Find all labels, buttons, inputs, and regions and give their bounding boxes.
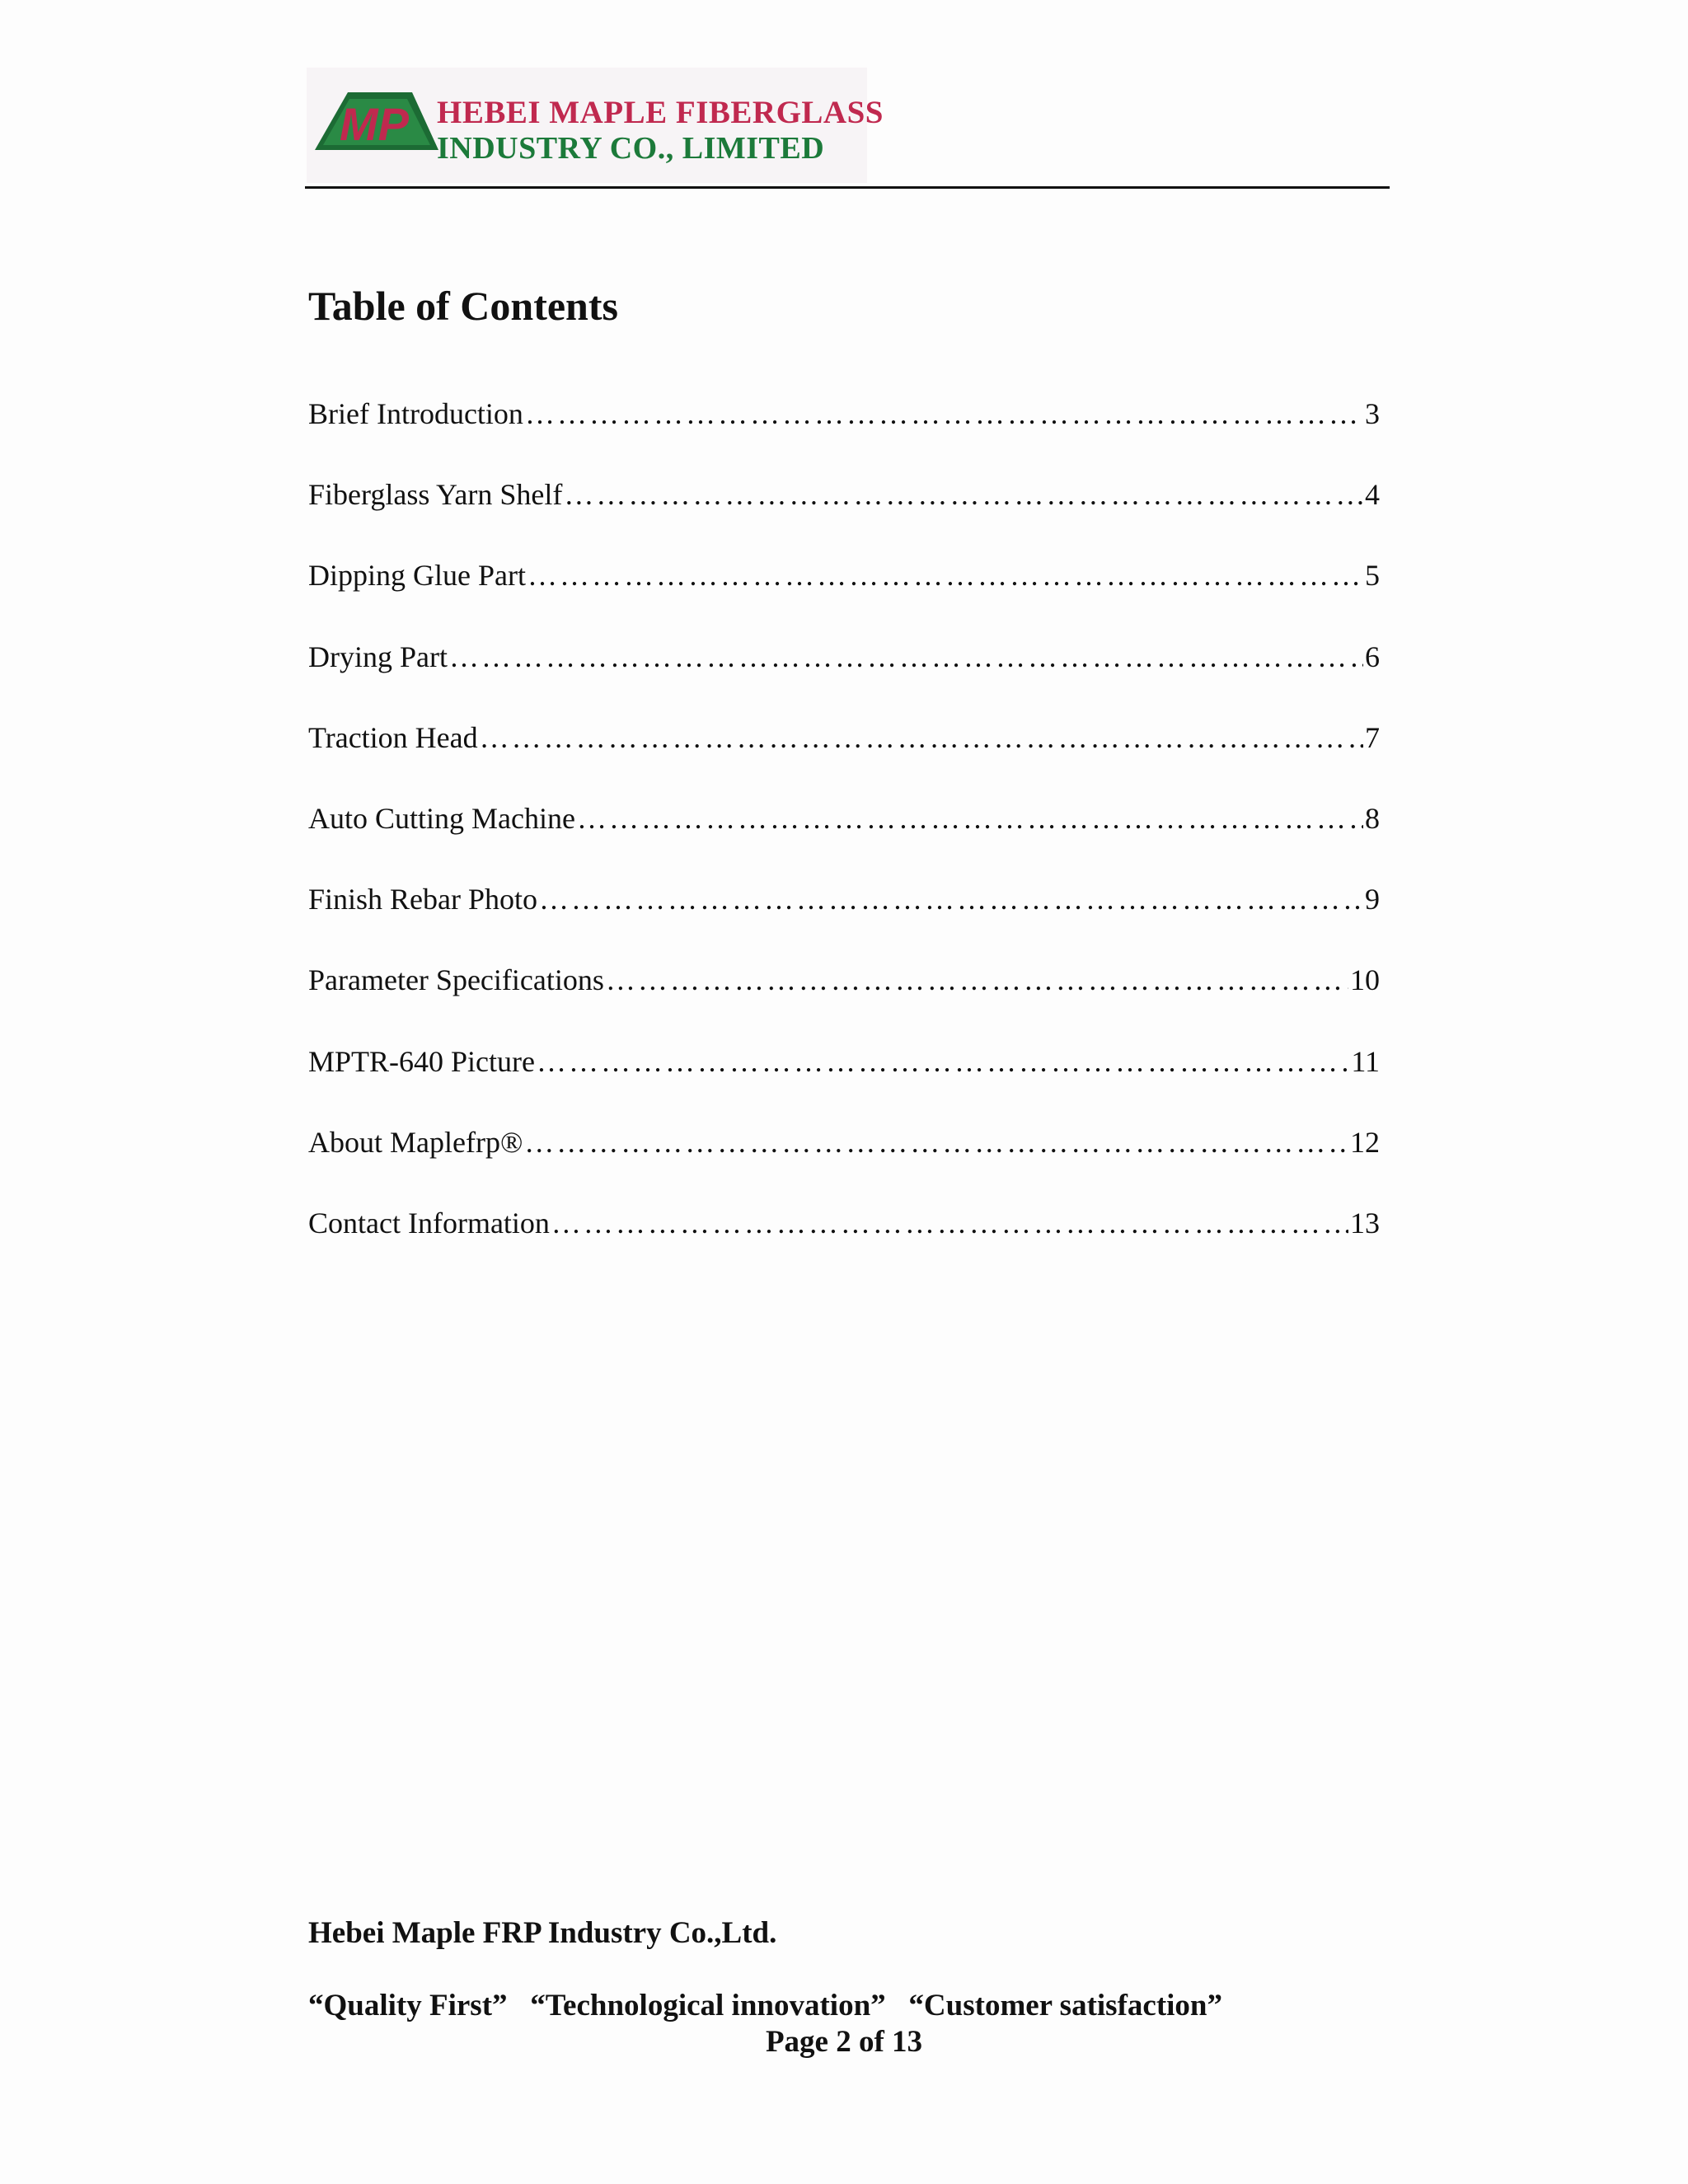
toc-entry-page: 4 <box>1365 478 1380 512</box>
toc-dot-leader <box>606 960 1348 1000</box>
toc-entry-contact-information[interactable] <box>308 1203 1380 1284</box>
toc-entry-fiberglass-yarn-shelf[interactable] <box>308 475 1380 555</box>
toc-entry-label: MPTR-640 Picture <box>308 1044 535 1078</box>
toc-entry-auto-cutting-machine[interactable] <box>308 799 1380 879</box>
page-number: Page 2 of 13 <box>765 2025 923 2059</box>
toc-entry-dipping-glue-part[interactable] <box>308 555 1380 636</box>
toc-dot-leader <box>525 394 1363 434</box>
toc-entry-page: 5 <box>1365 559 1380 593</box>
toc-dot-leader <box>449 637 1363 677</box>
toc-entry-mptr-640-picture[interactable] <box>308 1042 1380 1122</box>
toc-entry-finish-rebar-photo[interactable] <box>308 879 1380 960</box>
toc-entry-label: About Maplefrp® <box>308 1125 523 1159</box>
toc-entry-label: Brief Introduction <box>308 397 523 430</box>
toc-entry-label: Traction Head <box>308 720 478 754</box>
toc-entry-drying-part[interactable] <box>308 637 1380 718</box>
toc-entry-page: 13 <box>1350 1206 1380 1240</box>
toc-entry-label: Finish Rebar Photo <box>308 883 538 916</box>
toc-dot-leader <box>551 1203 1348 1243</box>
toc-entry-traction-head[interactable] <box>308 718 1380 799</box>
company-logo <box>307 68 884 183</box>
toc-dot-leader <box>528 555 1363 595</box>
toc-title: Table of Contents <box>308 283 618 329</box>
toc-entry-label: Parameter Specifications <box>308 963 604 997</box>
header-divider <box>305 186 1390 189</box>
toc-dot-leader <box>480 718 1363 757</box>
toc-entry-page: 7 <box>1365 720 1380 754</box>
toc-entry-page: 11 <box>1351 1044 1380 1078</box>
toc-dot-leader <box>564 475 1363 514</box>
toc-entry-page: 6 <box>1365 640 1380 673</box>
toc-entry-page: 8 <box>1365 801 1380 835</box>
toc-entry-label: Fiberglass Yarn Shelf <box>308 478 563 512</box>
toc-dot-leader <box>577 799 1363 838</box>
toc-dot-leader <box>539 879 1363 919</box>
svg-text:MP: MP <box>340 98 409 150</box>
toc-list <box>308 394 1380 1284</box>
toc-entry-page: 10 <box>1350 963 1380 997</box>
toc-entry-label: Dipping Glue Part <box>308 559 526 593</box>
toc-entry-page: 9 <box>1365 883 1380 916</box>
toc-entry-label: Contact Information <box>308 1206 550 1240</box>
toc-entry-parameter-specifications[interactable] <box>308 960 1380 1041</box>
logo-company-name-line1: HEBEI MAPLE FIBERGLASS <box>437 95 884 130</box>
toc-entry-about-maplefrp[interactable] <box>308 1122 1380 1203</box>
toc-entry-page: 12 <box>1350 1125 1380 1159</box>
toc-dot-leader <box>524 1122 1348 1162</box>
toc-dot-leader <box>537 1042 1349 1081</box>
toc-entry-page: 3 <box>1365 397 1380 430</box>
maple-logo-mark-icon <box>315 91 438 157</box>
logo-company-name-line2: INDUSTRY CO., LIMITED <box>437 131 825 166</box>
footer-slogan: “Quality First” “Technological innovation” “Customer satisfaction” <box>308 1989 1223 2022</box>
toc-entry-brief-introduction[interactable] <box>308 394 1380 475</box>
toc-entry-label: Auto Cutting Machine <box>308 801 575 835</box>
toc-entry-label: Drying Part <box>308 640 448 673</box>
footer-company-name: Hebei Maple FRP Industry Co.,Ltd. <box>308 1916 777 1950</box>
